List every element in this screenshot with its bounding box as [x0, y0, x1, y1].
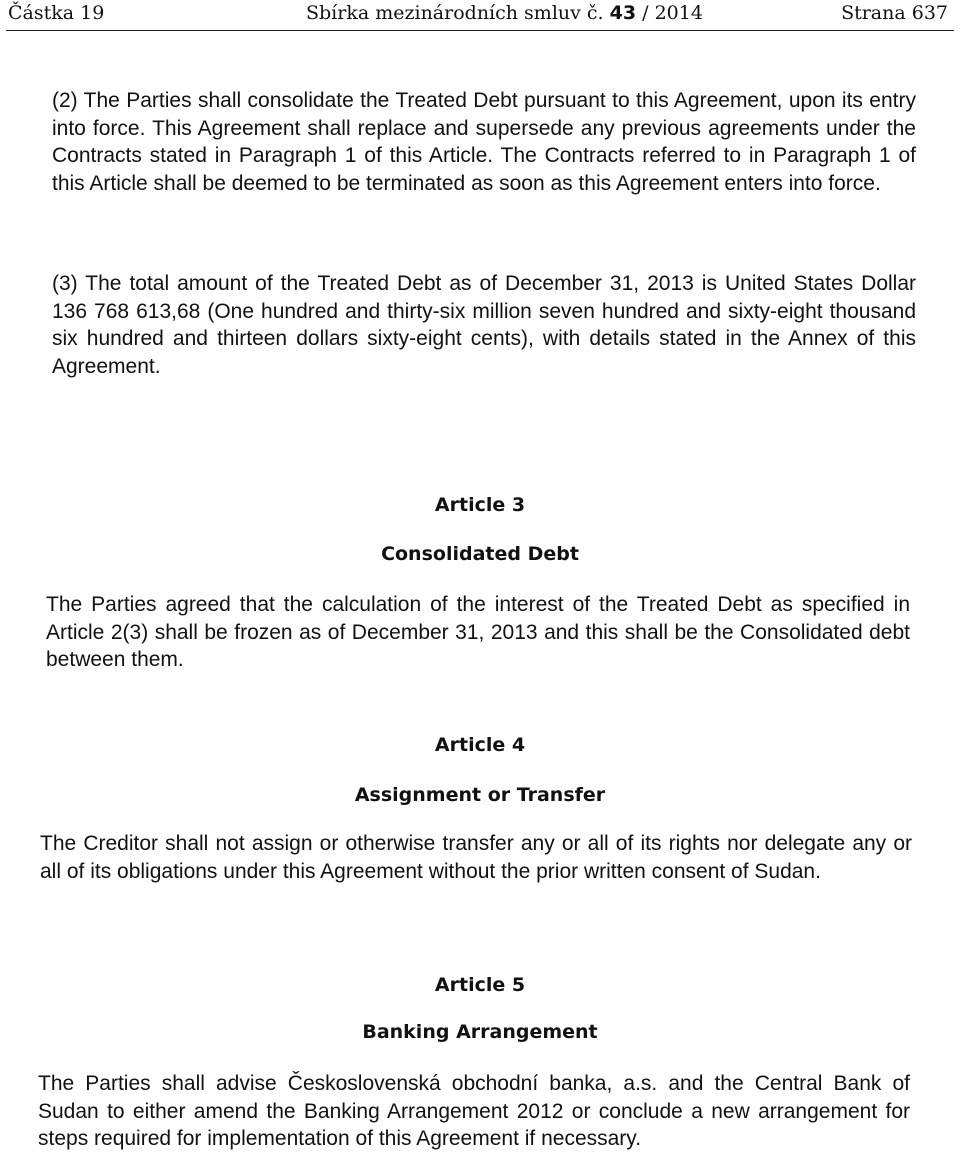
page-header — [6, 0, 954, 31]
article-3-number: Article 3 — [434, 494, 526, 516]
article-4-title: Assignment or Transfer — [354, 784, 606, 806]
article-5-text: The Parties shall advise Československá obchodní banka, a.s. and the Central Bank of Sudan to either amend the Banking Arrangement 2012 or conclude a new arrangement for steps required for implementation of this Agreement if necessary. — [38, 1072, 910, 1150]
header-part: Částka 19 — [8, 2, 105, 24]
header-collection-prefix: Sbírka mezinárodních smluv č. — [306, 2, 604, 24]
paragraph-2: (2) The Parties shall consolidate the Treated Debt pursuant to this Agreement, upon its entry into force. This Agreement shall replace and supersede any previous agreements under the Contracts stated in Paragraph 1 of this Article. The Contracts referred to in Paragraph 1 of this Article shall be deemed to be terminated as soon as this Agreement enters into force. — [52, 89, 916, 195]
article-4-number: Article 4 — [434, 734, 526, 756]
paragraph-3: (3) The total amount of the Treated Debt as of December 31, 2013 is United States Dollar 136 768 613,68 (One hundred and thirty-six million seven hundred and sixty-eight thousand six hundred and thirteen dollars sixty-eight cents), with details stated in the Annex of this Agreement. — [52, 272, 916, 378]
article-3-text: The Parties agreed that the calculation of the interest of the Treated Debt as specified in Article 2(3) shall be frozen as of December 31, 2013 and this shall be the Consolidated debt between them. — [46, 593, 910, 671]
header-collection — [306, 2, 703, 24]
article-3-title: Consolidated Debt — [381, 543, 579, 565]
article-4-text: The Creditor shall not assign or otherwise transfer any or all of its rights nor delegate any or all of its obligations under this Agreement without the prior written consent of Sudan. — [40, 832, 912, 883]
header-number: 43 — [609, 2, 637, 24]
article-5-number: Article 5 — [434, 974, 526, 996]
header-page-number: Strana 637 — [841, 2, 948, 24]
header-year: / 2014 — [642, 2, 703, 24]
article-5-title: Banking Arrangement — [362, 1021, 598, 1043]
